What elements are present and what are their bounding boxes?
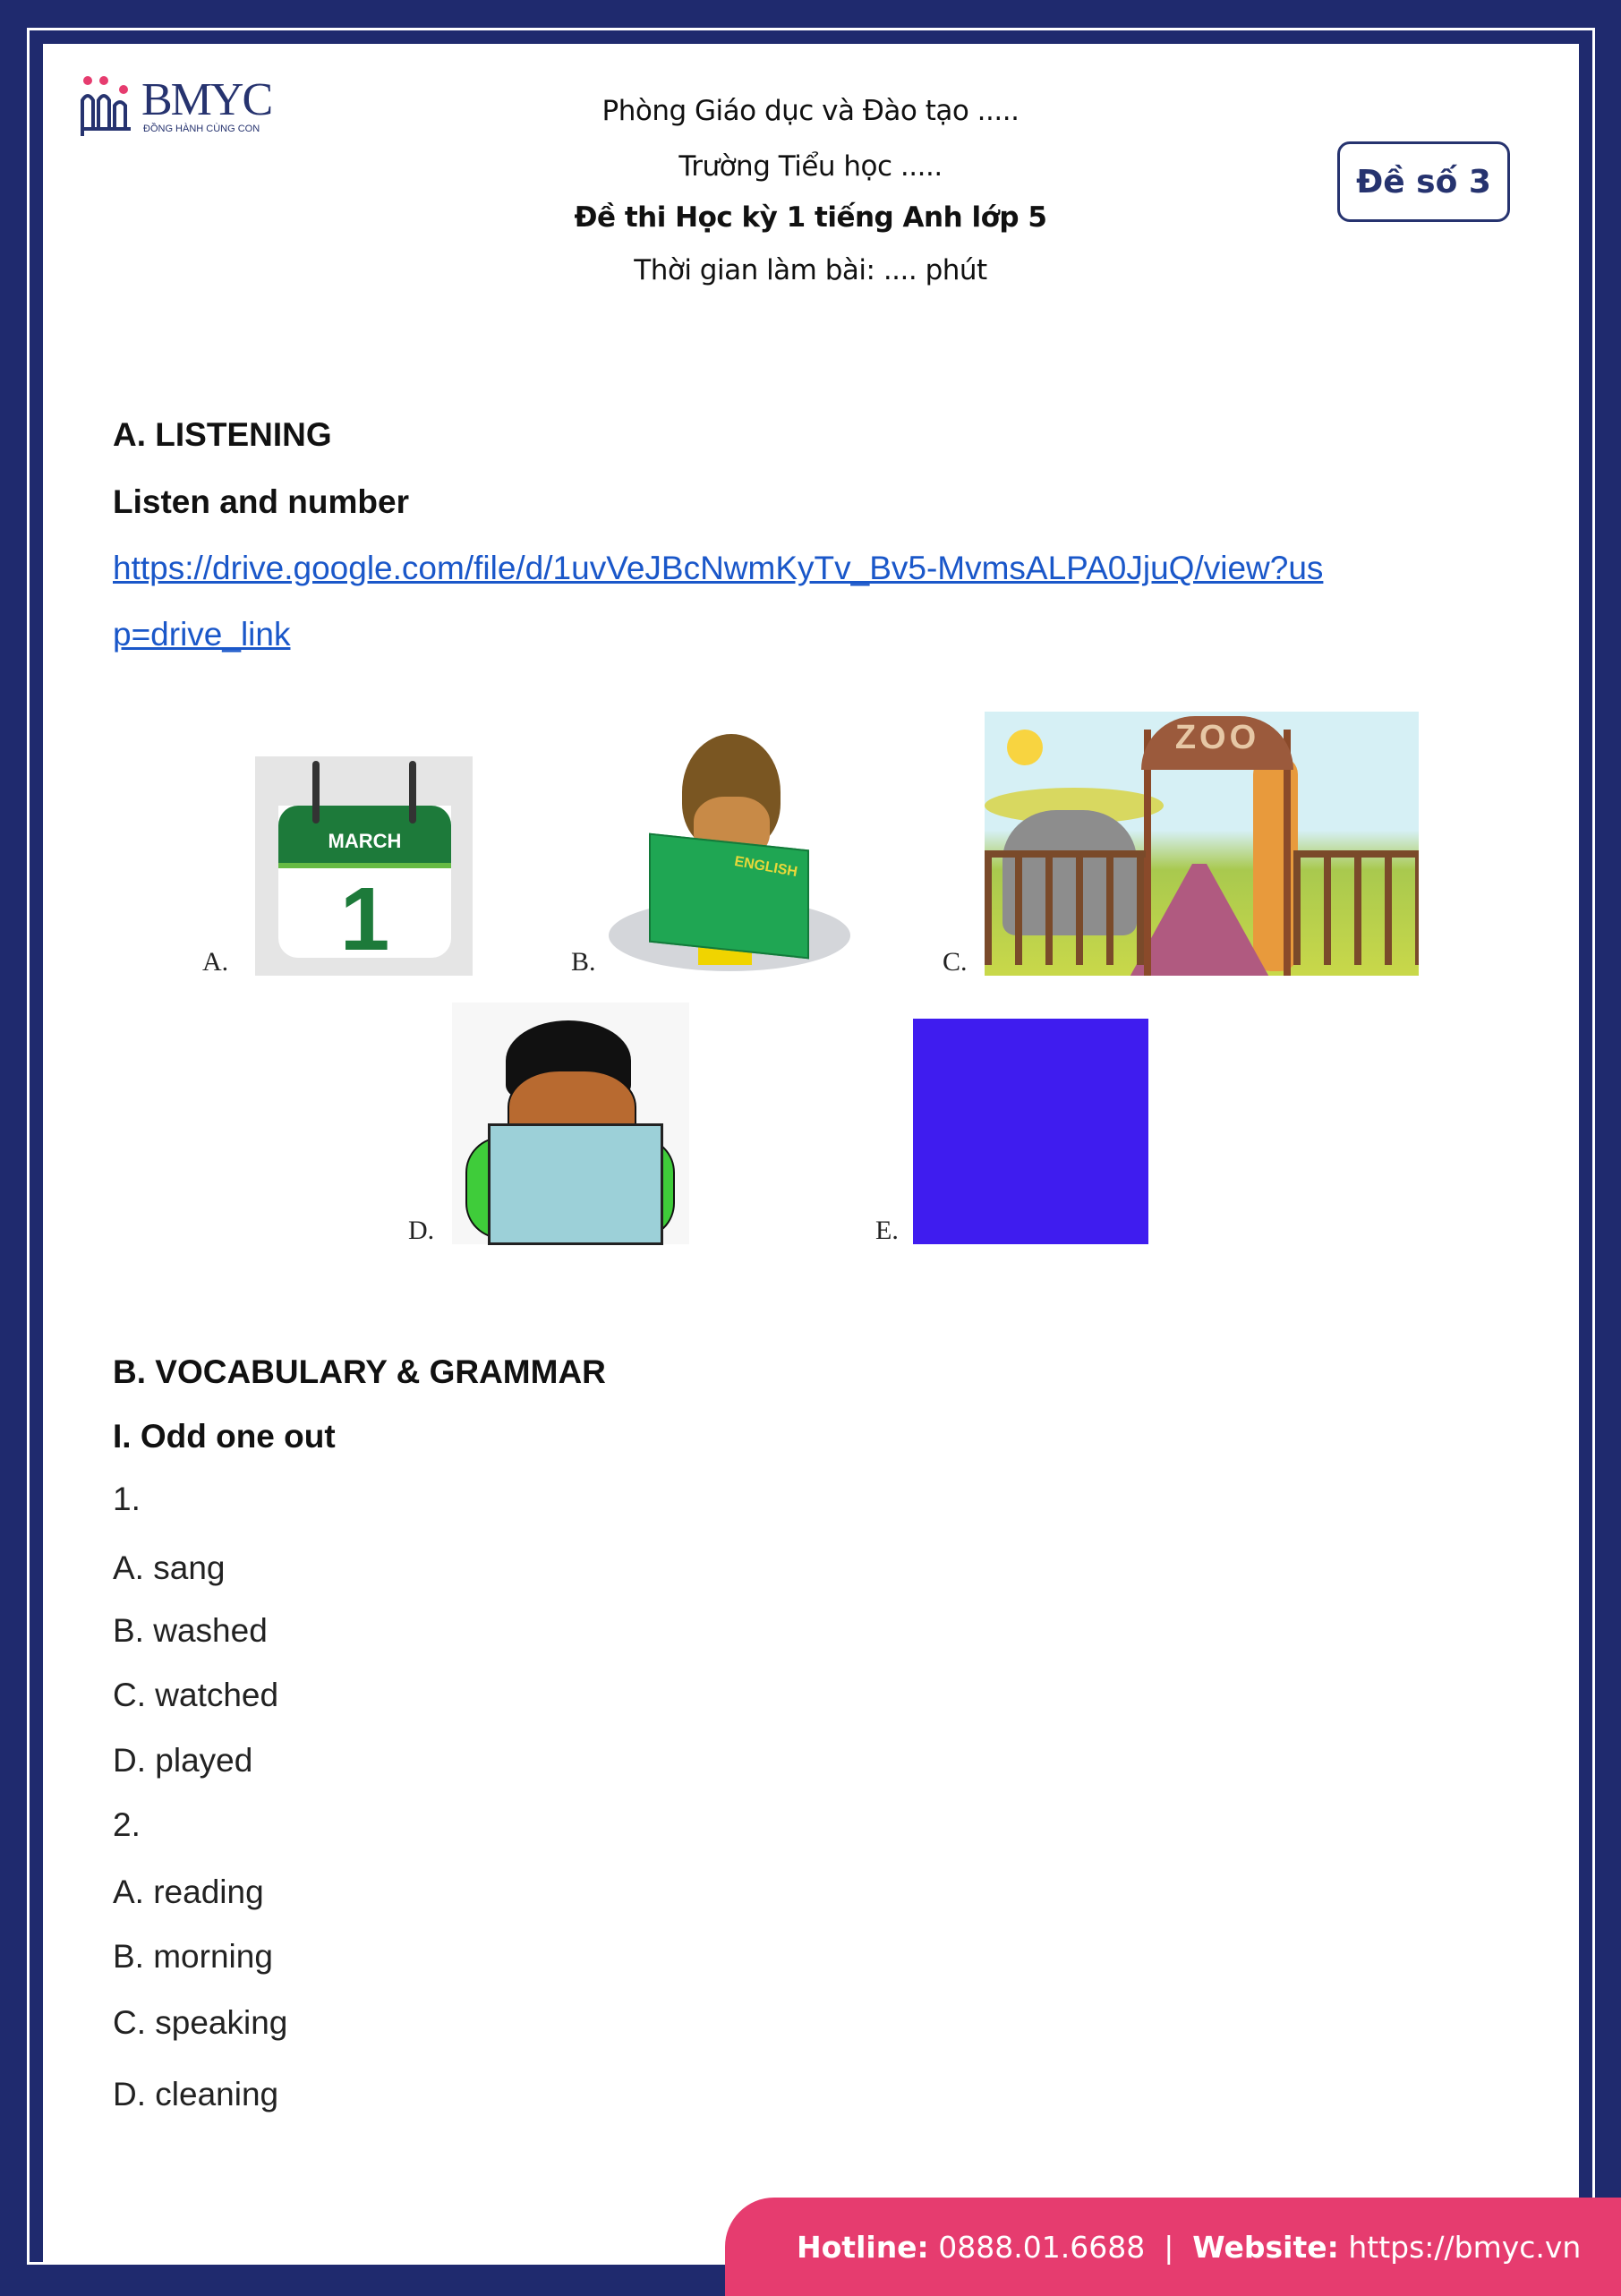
header-duration: Thời gian làm bài: .... phút <box>634 254 987 286</box>
q1-option-a: A. sang <box>113 1549 226 1586</box>
footer-separator: | <box>1164 2229 1174 2265</box>
q2-option-a: A. reading <box>113 1874 264 1910</box>
boy-with-glasses-reading-picture <box>452 1003 689 1244</box>
listening-instruction: Listen and number <box>113 483 409 520</box>
zoo-sign: ZOO <box>1174 719 1260 756</box>
hotline-number: 0888.01.6688 <box>938 2229 1146 2265</box>
boy-reading-english-book-picture <box>609 734 864 976</box>
audio-link-continued[interactable]: p=drive_link <box>113 616 291 653</box>
logo-name: BMYC <box>141 74 272 125</box>
hotline-label: Hotline: <box>797 2229 929 2265</box>
header-exam-title: Đề thi Học kỳ 1 tiếng Anh lớp 5 <box>574 201 1047 234</box>
header-department: Phòng Giáo dục và Đào tạo ..... <box>601 95 1020 127</box>
website-url[interactable]: https://bmyc.vn <box>1348 2229 1582 2265</box>
blue-square-picture <box>913 1019 1148 1244</box>
section-a-heading: A. LISTENING <box>113 416 332 453</box>
website-label: Website: <box>1192 2229 1339 2265</box>
q2-option-c: C. speaking <box>113 2004 288 2041</box>
picture-label-e: E. <box>875 1216 899 1245</box>
picture-label-d: D. <box>408 1216 435 1245</box>
picture-label-c: C. <box>943 947 968 977</box>
calendar-day: 1 <box>339 869 390 969</box>
calendar-picture <box>255 756 473 976</box>
audio-link[interactable]: https://drive.google.com/file/d/1uvVeJBcNwmKyTv_Bv5-MvmsALPA0JjuQ/view?us <box>113 550 1324 586</box>
question-2-number: 2. <box>113 1806 141 1843</box>
picture-label-b: B. <box>571 947 596 977</box>
q1-option-d: D. played <box>113 1742 253 1779</box>
exam-number-badge: Đề số 3 <box>1337 141 1510 222</box>
page <box>43 44 1582 2265</box>
logo-tagline: ĐỒNG HÀNH CÙNG CON <box>143 124 260 134</box>
book-title: ENGLISH <box>733 853 799 881</box>
q2-option-b: B. morning <box>113 1938 273 1975</box>
section-b-heading: B. VOCABULARY & GRAMMAR <box>113 1353 606 1390</box>
q2-option-d: D. cleaning <box>113 2076 279 2112</box>
footer-contact-bar <box>725 2198 1621 2296</box>
q1-option-c: C. watched <box>113 1677 279 1713</box>
q1-option-b: B. washed <box>113 1612 268 1649</box>
header-school: Trường Tiểu học ..... <box>678 150 943 183</box>
zoo-picture <box>985 712 1419 976</box>
picture-label-a: A. <box>202 947 229 977</box>
calendar-month: MARCH <box>328 830 402 852</box>
odd-one-out-heading: I. Odd one out <box>113 1418 336 1455</box>
question-1-number: 1. <box>113 1481 141 1517</box>
